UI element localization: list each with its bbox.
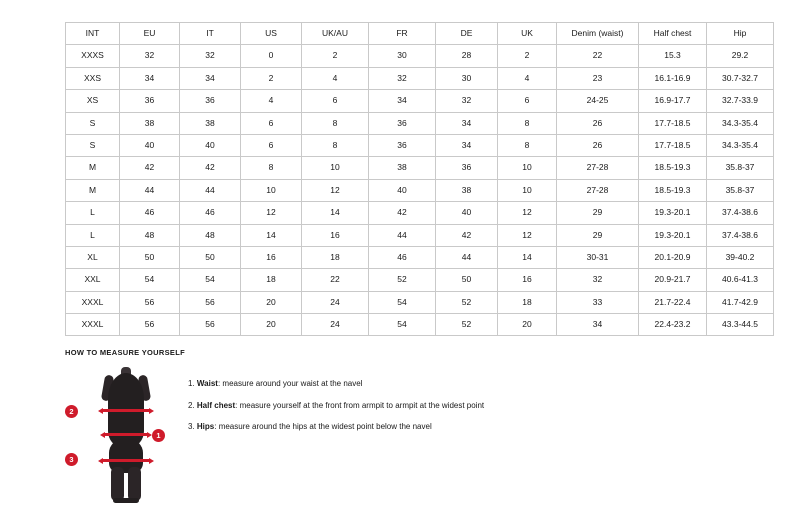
table-header-row <box>66 23 774 45</box>
cell-eu: 34 <box>120 67 180 89</box>
column-header-it: IT <box>180 23 241 45</box>
cell-denim-waist: 34 <box>557 314 639 336</box>
step-number: 3. <box>188 422 195 432</box>
cell-de: 42 <box>436 224 498 246</box>
step-text: : measure around the hips at the widest point below the navel <box>214 422 432 432</box>
cell-de: 50 <box>436 269 498 291</box>
cell-eu: 42 <box>120 157 180 179</box>
cell-it: 48 <box>180 224 241 246</box>
cell-us: 12 <box>241 202 302 224</box>
cell-us: 8 <box>241 157 302 179</box>
table-row <box>66 202 774 224</box>
cell-fr: 34 <box>369 90 436 112</box>
cell-hip: 35.8-37 <box>707 179 774 201</box>
cell-denim-waist: 27-28 <box>557 157 639 179</box>
cell-us: 20 <box>241 314 302 336</box>
arrow-right-icon <box>149 408 154 414</box>
cell-it: 40 <box>180 134 241 156</box>
cell-uk: 2 <box>498 45 557 67</box>
column-header-hip: Hip <box>707 23 774 45</box>
cell-half-chest: 15.3 <box>639 45 707 67</box>
cell-us: 0 <box>241 45 302 67</box>
measure-step-waist <box>188 379 484 389</box>
size-chart-container <box>65 22 758 336</box>
cell-denim-waist: 27-28 <box>557 179 639 201</box>
cell-de: 38 <box>436 179 498 201</box>
cell-denim-waist: 32 <box>557 269 639 291</box>
cell-uk-au: 18 <box>302 246 369 268</box>
cell-us: 6 <box>241 134 302 156</box>
cell-de: 30 <box>436 67 498 89</box>
cell-it: 46 <box>180 202 241 224</box>
cell-fr: 54 <box>369 291 436 313</box>
mannequin-illustration <box>65 367 180 507</box>
column-header-de: DE <box>436 23 498 45</box>
cell-de: 52 <box>436 314 498 336</box>
cell-it: 54 <box>180 269 241 291</box>
cell-int: M <box>66 157 120 179</box>
table-row <box>66 67 774 89</box>
cell-uk-au: 14 <box>302 202 369 224</box>
measure-steps-list <box>188 367 484 444</box>
cell-eu: 32 <box>120 45 180 67</box>
cell-us: 14 <box>241 224 302 246</box>
cell-fr: 36 <box>369 134 436 156</box>
table-row <box>66 90 774 112</box>
cell-de: 32 <box>436 90 498 112</box>
cell-uk: 6 <box>498 90 557 112</box>
measure-step-hips <box>188 422 484 432</box>
column-header-int: INT <box>66 23 120 45</box>
measure-step-half-chest <box>188 401 484 411</box>
cell-fr: 54 <box>369 314 436 336</box>
table-row <box>66 157 774 179</box>
cell-eu: 40 <box>120 134 180 156</box>
how-to-measure-section <box>65 348 733 507</box>
cell-fr: 44 <box>369 224 436 246</box>
cell-de: 44 <box>436 246 498 268</box>
cell-uk: 8 <box>498 134 557 156</box>
cell-it: 36 <box>180 90 241 112</box>
step-term: Half chest <box>196 400 236 410</box>
cell-int: L <box>66 202 120 224</box>
cell-half-chest: 18.5-19.3 <box>639 157 707 179</box>
cell-denim-waist: 23 <box>557 67 639 89</box>
cell-hip: 40.6-41.3 <box>707 269 774 291</box>
cell-uk: 10 <box>498 157 557 179</box>
cell-uk-au: 10 <box>302 157 369 179</box>
column-header-half-chest: Half chest <box>639 23 707 45</box>
cell-eu: 44 <box>120 179 180 201</box>
table-row <box>66 291 774 313</box>
cell-uk-au: 16 <box>302 224 369 246</box>
column-header-denim-waist: Denim (waist) <box>557 23 639 45</box>
cell-fr: 38 <box>369 157 436 179</box>
cell-uk-au: 8 <box>302 112 369 134</box>
cell-eu: 48 <box>120 224 180 246</box>
cell-uk: 20 <box>498 314 557 336</box>
cell-int: S <box>66 112 120 134</box>
cell-hip: 34.3-35.4 <box>707 112 774 134</box>
marker-1-badge: 1 <box>152 429 165 442</box>
cell-uk: 10 <box>498 179 557 201</box>
cell-it: 32 <box>180 45 241 67</box>
cell-hip: 34.3-35.4 <box>707 134 774 156</box>
cell-denim-waist: 30-31 <box>557 246 639 268</box>
cell-half-chest: 16.1-16.9 <box>639 67 707 89</box>
cell-uk: 4 <box>498 67 557 89</box>
column-header-us: US <box>241 23 302 45</box>
table-row <box>66 134 774 156</box>
cell-us: 10 <box>241 179 302 201</box>
cell-eu: 38 <box>120 112 180 134</box>
cell-it: 38 <box>180 112 241 134</box>
cell-denim-waist: 26 <box>557 134 639 156</box>
cell-us: 16 <box>241 246 302 268</box>
cell-de: 40 <box>436 202 498 224</box>
table-row <box>66 314 774 336</box>
cell-hip: 41.7-42.9 <box>707 291 774 313</box>
arrow-left-icon <box>100 432 105 438</box>
cell-uk-au: 12 <box>302 179 369 201</box>
cell-us: 2 <box>241 67 302 89</box>
cell-it: 44 <box>180 179 241 201</box>
cell-uk-au: 2 <box>302 45 369 67</box>
step-term: Waist <box>196 379 218 388</box>
cell-us: 6 <box>241 112 302 134</box>
table-row <box>66 45 774 67</box>
cell-half-chest: 21.7-22.4 <box>639 291 707 313</box>
cell-hip: 37.4-38.6 <box>707 202 774 224</box>
cell-denim-waist: 24-25 <box>557 90 639 112</box>
cell-hip: 37.4-38.6 <box>707 224 774 246</box>
cell-uk: 14 <box>498 246 557 268</box>
column-header-eu: EU <box>120 23 180 45</box>
cell-fr: 40 <box>369 179 436 201</box>
cell-uk-au: 8 <box>302 134 369 156</box>
marker-2-badge: 2 <box>65 405 78 418</box>
half-chest-measure-line <box>103 409 149 412</box>
arrow-right-icon <box>149 458 154 464</box>
cell-int: XXXS <box>66 45 120 67</box>
cell-hip: 30.7-32.7 <box>707 67 774 89</box>
cell-de: 34 <box>436 134 498 156</box>
cell-uk-au: 24 <box>302 314 369 336</box>
waist-measure-line <box>105 433 147 436</box>
marker-3-badge: 3 <box>65 453 78 466</box>
cell-hip: 29.2 <box>707 45 774 67</box>
cell-uk-au: 6 <box>302 90 369 112</box>
step-number: 1. <box>188 379 195 388</box>
column-header-uk: UK <box>498 23 557 45</box>
table-row <box>66 179 774 201</box>
cell-denim-waist: 26 <box>557 112 639 134</box>
table-row <box>66 224 774 246</box>
cell-de: 36 <box>436 157 498 179</box>
cell-int: XL <box>66 246 120 268</box>
cell-de: 34 <box>436 112 498 134</box>
step-term: Hips <box>196 422 215 432</box>
cell-fr: 30 <box>369 45 436 67</box>
mannequin-figure-icon <box>95 367 157 507</box>
cell-half-chest: 22.4-23.2 <box>639 314 707 336</box>
cell-eu: 56 <box>120 291 180 313</box>
cell-eu: 36 <box>120 90 180 112</box>
cell-us: 18 <box>241 269 302 291</box>
cell-int: XXXL <box>66 291 120 313</box>
column-header-uk-au: UK/AU <box>302 23 369 45</box>
table-row <box>66 246 774 268</box>
cell-hip: 32.7-33.9 <box>707 90 774 112</box>
cell-eu: 50 <box>120 246 180 268</box>
cell-half-chest: 18.5-19.3 <box>639 179 707 201</box>
mannequin-stand <box>113 498 139 503</box>
how-to-measure-body <box>65 367 733 507</box>
cell-int: XXL <box>66 269 120 291</box>
cell-uk-au: 4 <box>302 67 369 89</box>
cell-uk-au: 22 <box>302 269 369 291</box>
cell-it: 56 <box>180 314 241 336</box>
cell-hip: 35.8-37 <box>707 157 774 179</box>
column-header-fr: FR <box>369 23 436 45</box>
cell-uk: 8 <box>498 112 557 134</box>
cell-it: 34 <box>180 67 241 89</box>
hip-measure-line <box>103 459 149 462</box>
cell-denim-waist: 29 <box>557 224 639 246</box>
cell-us: 4 <box>241 90 302 112</box>
cell-uk: 12 <box>498 224 557 246</box>
table-row <box>66 269 774 291</box>
cell-half-chest: 20.9-21.7 <box>639 269 707 291</box>
cell-fr: 52 <box>369 269 436 291</box>
cell-denim-waist: 29 <box>557 202 639 224</box>
cell-int: XXS <box>66 67 120 89</box>
cell-int: XS <box>66 90 120 112</box>
cell-de: 52 <box>436 291 498 313</box>
cell-half-chest: 20.1-20.9 <box>639 246 707 268</box>
cell-half-chest: 19.3-20.1 <box>639 224 707 246</box>
cell-it: 56 <box>180 291 241 313</box>
step-text: : measure yourself at the front from armpit to armpit at the widest point <box>235 400 485 410</box>
arrow-left-icon <box>98 408 103 414</box>
cell-half-chest: 19.3-20.1 <box>639 202 707 224</box>
step-text: : measure around your waist at the navel <box>217 379 363 388</box>
cell-half-chest: 17.7-18.5 <box>639 112 707 134</box>
cell-int: S <box>66 134 120 156</box>
how-to-measure-title: HOW TO MEASURE YOURSELF <box>65 348 185 357</box>
cell-eu: 54 <box>120 269 180 291</box>
mannequin-leg-right <box>128 467 141 501</box>
step-number: 2. <box>188 400 195 410</box>
cell-it: 42 <box>180 157 241 179</box>
cell-half-chest: 17.7-18.5 <box>639 134 707 156</box>
table-row <box>66 112 774 134</box>
cell-uk: 16 <box>498 269 557 291</box>
cell-de: 28 <box>436 45 498 67</box>
cell-hip: 39-40.2 <box>707 246 774 268</box>
cell-int: XXXL <box>66 314 120 336</box>
size-chart-table <box>65 22 774 336</box>
cell-denim-waist: 22 <box>557 45 639 67</box>
cell-uk-au: 24 <box>302 291 369 313</box>
cell-eu: 56 <box>120 314 180 336</box>
cell-uk: 18 <box>498 291 557 313</box>
mannequin-leg-left <box>111 467 124 501</box>
cell-fr: 46 <box>369 246 436 268</box>
cell-denim-waist: 33 <box>557 291 639 313</box>
cell-int: M <box>66 179 120 201</box>
arrow-left-icon <box>98 458 103 464</box>
cell-fr: 42 <box>369 202 436 224</box>
cell-half-chest: 16.9-17.7 <box>639 90 707 112</box>
cell-eu: 46 <box>120 202 180 224</box>
cell-int: L <box>66 224 120 246</box>
cell-fr: 36 <box>369 112 436 134</box>
cell-uk: 12 <box>498 202 557 224</box>
cell-us: 20 <box>241 291 302 313</box>
cell-it: 50 <box>180 246 241 268</box>
cell-hip: 43.3-44.5 <box>707 314 774 336</box>
cell-fr: 32 <box>369 67 436 89</box>
